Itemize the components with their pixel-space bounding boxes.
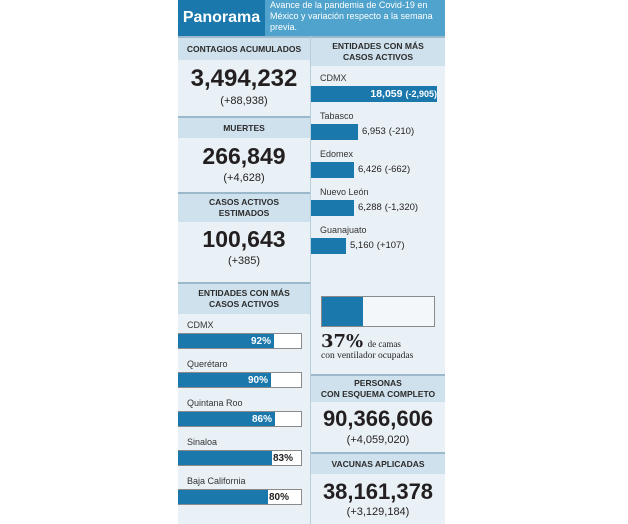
ocupacion-item xyxy=(178,320,310,349)
camas-box xyxy=(311,280,445,374)
ocupacion-box xyxy=(178,282,310,505)
entidad-item xyxy=(311,225,445,254)
ocupacion-bar-value: 83% xyxy=(273,453,294,464)
entidad-value: 6,953 xyxy=(362,126,386,137)
activos-label-line2: ESTIMADOS xyxy=(218,208,270,218)
entidad-change: (+107) xyxy=(376,240,405,251)
entidad-item-name: Nuevo León xyxy=(320,187,369,197)
camas-text1: de camas xyxy=(367,339,401,349)
muertes-box xyxy=(178,116,310,192)
entidad-bar xyxy=(311,86,445,102)
ocupacion-item-name: Querétaro xyxy=(187,359,228,369)
entidad-change: (-1,320) xyxy=(384,202,419,213)
ocupacion-bar-value: 92% xyxy=(250,336,271,347)
contagios-change: (+88,938) xyxy=(220,95,268,107)
ocupacion-bar-fill xyxy=(178,451,272,465)
entidad-bar xyxy=(311,124,445,140)
entidad-bar xyxy=(311,238,445,254)
entidad-item-name: Edomex xyxy=(320,149,354,159)
activos-label-line1: CASOS ACTIVOS xyxy=(208,197,280,207)
ocupacion-item xyxy=(178,437,310,466)
ocupacion-bar-value: 90% xyxy=(247,375,268,386)
contagios-value: 3,494,232 xyxy=(190,65,298,92)
activos-box xyxy=(178,192,310,282)
entidad-change: (-2,905) xyxy=(405,89,437,99)
contagios-label: CONTAGIOS ACUMULADOS xyxy=(178,36,310,60)
muertes-change: (+4,628) xyxy=(223,172,265,184)
vacunas-box xyxy=(311,452,445,518)
ocupacion-bar xyxy=(178,411,302,427)
entidad-item-name: CDMX xyxy=(320,73,347,83)
esquema-label xyxy=(311,374,445,402)
panorama-panel xyxy=(178,0,445,524)
entidad-bar-fill xyxy=(311,200,354,216)
ocupacion-bar xyxy=(178,333,302,349)
esquema-value: 90,366,606 xyxy=(322,406,434,431)
entidades-label-line1: ENTIDADES CON MÁS xyxy=(332,41,424,51)
ocupacion-item xyxy=(178,359,310,388)
panel-title: Panorama xyxy=(178,0,265,36)
entidades-box xyxy=(311,36,445,280)
camas-text2: con ventilador ocupadas xyxy=(321,351,414,361)
ocupacion-label xyxy=(178,282,310,314)
activos-value: 100,643 xyxy=(202,226,286,252)
entidad-item xyxy=(311,73,445,102)
entidad-change: (-662) xyxy=(384,164,411,175)
esquema-box xyxy=(311,374,445,452)
entidad-item-name: Guanajuato xyxy=(320,225,367,235)
entidad-item xyxy=(311,149,445,178)
vacunas-value: 38,161,378 xyxy=(322,479,434,504)
ocupacion-item xyxy=(178,398,310,427)
entidad-bar-value xyxy=(358,162,410,178)
vacunas-change: (+3,129,184) xyxy=(346,506,410,518)
entidad-bar-value xyxy=(370,86,437,102)
ocupacion-bar-value: 86% xyxy=(251,414,272,425)
ocupacion-bar-value: 80% xyxy=(269,492,290,503)
entidad-item xyxy=(311,187,445,216)
entidad-bar-value xyxy=(358,200,418,216)
camas-bar-fill xyxy=(322,297,363,326)
entidad-bar-fill xyxy=(311,238,346,254)
contagios-box xyxy=(178,36,310,116)
esquema-change: (+4,059,020) xyxy=(346,434,410,446)
entidad-bar-value xyxy=(362,124,414,140)
entidad-change: (-210) xyxy=(388,126,415,137)
entidad-value: 6,426 xyxy=(358,164,382,175)
esquema-label-line1: PERSONAS xyxy=(354,378,402,388)
esquema-label-line2: CON ESQUEMA COMPLETO xyxy=(320,389,436,399)
right-column xyxy=(311,36,445,518)
ocupacion-bar xyxy=(178,372,302,388)
entidad-value: 5,160 xyxy=(350,240,374,251)
entidad-bar-fill xyxy=(311,162,354,178)
muertes-value: 266,849 xyxy=(202,143,286,169)
vacunas-label: VACUNAS APLICADAS xyxy=(311,452,445,474)
entidades-label-line2: CASOS ACTIVOS xyxy=(342,52,414,62)
ocupacion-bar-fill xyxy=(178,490,268,504)
camas-bar xyxy=(321,296,435,327)
ocupacion-list xyxy=(178,314,310,505)
ocupacion-bar xyxy=(178,489,302,505)
left-column xyxy=(178,36,310,515)
entidad-value: 6,288 xyxy=(358,202,382,213)
ocupacion-item-name: Quintana Roo xyxy=(187,398,243,408)
entidad-value: 18,059 xyxy=(370,88,403,100)
muertes-label: MUERTES xyxy=(178,116,310,138)
camas-text xyxy=(321,331,401,352)
entidad-bar-fill xyxy=(311,124,358,140)
ocupacion-item-name: Sinaloa xyxy=(187,437,218,447)
entidad-bar xyxy=(311,162,445,178)
activos-change: (+385) xyxy=(227,255,261,267)
activos-label xyxy=(178,192,310,222)
camas-pct: 37% xyxy=(321,331,364,352)
entidad-item-name: Tabasco xyxy=(320,111,354,121)
entidades-label xyxy=(311,36,445,66)
ocupacion-label-line1: ENTIDADES CON MÁS xyxy=(198,288,290,298)
ocupacion-item xyxy=(178,476,310,505)
ocupacion-bar xyxy=(178,450,302,466)
ocupacion-item-name: CDMX xyxy=(187,320,214,330)
entidad-bar xyxy=(311,200,445,216)
panel-description: Avance de la pandemia de Covid-19 en México y variación respecto a la semana previa. xyxy=(270,0,433,32)
panel-header xyxy=(178,0,445,36)
ocupacion-label-line2: CASOS ACTIVOS xyxy=(208,299,280,309)
entidad-item xyxy=(311,111,445,140)
ocupacion-item-name: Baja California xyxy=(187,476,246,486)
entidades-list xyxy=(311,66,445,254)
entidad-bar-value xyxy=(350,238,405,254)
